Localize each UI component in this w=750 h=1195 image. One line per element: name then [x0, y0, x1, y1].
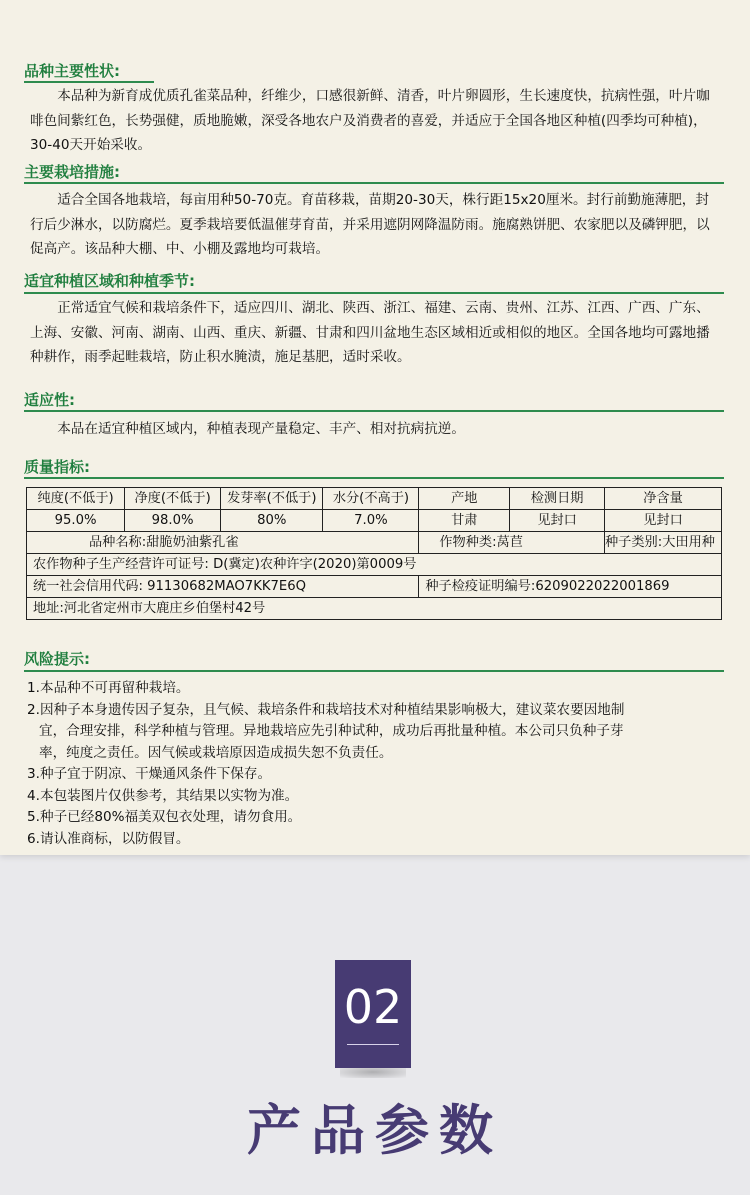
address-row: [27, 598, 722, 620]
variety-row: [27, 532, 722, 554]
risk-heading: 风险提示:: [24, 650, 90, 668]
license-row: [27, 554, 722, 576]
quality-header-row: [27, 488, 722, 510]
header-cell-cleanliness: 净度(不低于): [125, 488, 221, 510]
risk-list: [27, 678, 727, 850]
quarantine-cell: 种子检疫证明编号:6209022022001869: [419, 576, 722, 598]
quality-heading: 质量指标:: [24, 458, 90, 476]
cultivation-text: 适合全国各地栽培，每亩用种50-70克。育苗移栽，苗期20-30天，株行距15x20厘米。封行前勤施薄肥，封行后少淋水，以防腐烂。夏季栽培要低温催芽育苗，并采用遮阴网降温防雨。施腐熟饼肥、农家肥以及磷钾肥，以促高产。该品种大棚、中、小棚及露地均可栽培。: [30, 192, 710, 257]
header-cell-purity: 纯度(不低于): [27, 488, 125, 510]
license-cell: 农作物种子生产经营许可证号: D(冀定)农种许字(2020)第0009号: [27, 554, 722, 576]
risk-item: 2.因种子本身遗传因子复杂，且气候、栽培条件和栽培技术对种植结果影响极大，建议菜农要因地制: [27, 701, 625, 718]
value-cell-net-content: 见封口: [605, 510, 722, 532]
value-cell-germination: 80%: [221, 510, 323, 532]
variety-name-cell: 品种名称:甜脆奶油紫孔雀: [27, 532, 419, 554]
header-cell-moisture: 水分(不高于): [323, 488, 419, 510]
quality-heading-rule: [24, 477, 724, 479]
header-cell-origin: 产地: [419, 488, 510, 510]
traits-heading-rule: [24, 81, 154, 83]
risk-item: 1.本品种不可再留种栽培。: [27, 680, 190, 696]
value-cell-moisture: 7.0%: [323, 510, 419, 532]
credit-row: [27, 576, 722, 598]
credit-code-cell: 统一社会信用代码: 91130682MAO7KK7E6Q: [27, 576, 419, 598]
value-cell-cleanliness: 98.0%: [125, 510, 221, 532]
value-cell-test-date: 见封口: [510, 510, 605, 532]
quality-table: [26, 487, 722, 620]
value-cell-origin: 甘肃: [419, 510, 510, 532]
risk-item: 5.种子已经80%福美双包衣处理，请勿食用。: [27, 809, 302, 825]
section-number-badge: [335, 960, 411, 1068]
seed-category-cell: 种子类别:大田用种: [605, 532, 722, 554]
risk-item: 率，纯度之责任。因气候或栽培原因造成损失恕不负责任。: [39, 744, 393, 761]
header-cell-net-content: 净含量: [605, 488, 722, 510]
address-cell: 地址:河北省定州市大鹿庄乡伯堡村42号: [27, 598, 722, 620]
page-title: 产品参数: [247, 1099, 503, 1162]
regions-text: 正常适宜气候和栽培条件下，适应四川、湖北、陕西、浙江、福建、云南、贵州、江苏、江西、广西、广东、上海、安徽、河南、湖南、山西、重庆、新疆、甘肃和四川盆地生态区域相近或相似的地区。全国各地均可露地播种耕作，雨季起畦栽培，防止积水腌渍，施足基肥，适时采收。: [30, 300, 710, 365]
adaptability-text: 本品在适宜种植区域内，种植表现产量稳定、丰产、相对抗病抗逆。: [57, 421, 465, 437]
risk-heading-rule: [24, 670, 724, 672]
risk-item: 3.种子宜于阴凉、干燥通风条件下保存。: [27, 766, 272, 782]
quality-value-row: [27, 510, 722, 532]
section-number: 02: [343, 980, 403, 1034]
regions-heading-rule: [24, 292, 724, 294]
value-cell-purity: 95.0%: [27, 510, 125, 532]
adaptability-heading-rule: [24, 410, 724, 412]
header-cell-test-date: 检测日期: [510, 488, 605, 510]
risk-item: 宜，合理安排，科学种植与管理。异地栽培应先引种试种，成功后再批量种植。本公司只负种子芽: [39, 723, 624, 739]
crop-type-cell: 作物种类:莴苣: [419, 532, 605, 554]
adaptability-heading: 适应性:: [24, 391, 75, 409]
cultivation-heading-rule: [24, 182, 724, 184]
risk-item: 4.本包装图片仅供参考，其结果以实物为准。: [27, 787, 299, 804]
regions-heading: 适宜种植区域和种植季节:: [24, 272, 195, 290]
risk-item: 6.请认准商标，以防假冒。: [27, 830, 190, 847]
badge-underline: [347, 1044, 399, 1045]
traits-text: 本品种为新育成优质孔雀菜品种，纤维少，口感很新鲜、清香，叶片卵圆形，生长速度快，抗病性强，叶片咖啡色间紫红色，长势强健，质地脆嫩，深受各地农户及消费者的喜爱，并适应于全国各地区种植(四季均可种植)，30-40天开始采收。: [30, 88, 710, 153]
header-cell-germination: 发芽率(不低于): [221, 488, 323, 510]
cultivation-heading: 主要栽培措施:: [24, 163, 120, 181]
traits-heading: 品种主要性状:: [24, 62, 120, 80]
